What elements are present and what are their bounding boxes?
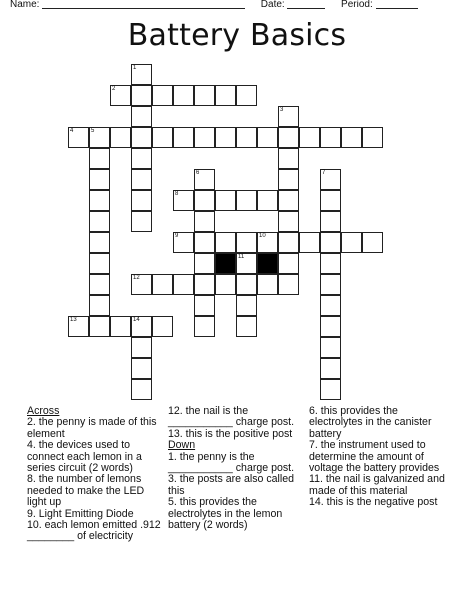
grid-cell[interactable] — [173, 274, 194, 295]
clue-number-9: 9 — [175, 233, 179, 239]
clue-number-11: 11 — [238, 254, 245, 260]
clue-across-12: 12. the nail is the ___________ charge post. — [168, 405, 295, 429]
grid-cell[interactable] — [89, 169, 110, 190]
grid-cell[interactable] — [89, 316, 110, 337]
clues-column-1 — [27, 406, 161, 543]
grid-cell[interactable] — [320, 316, 341, 337]
grid-cell[interactable] — [320, 190, 341, 211]
grid-cell[interactable] — [257, 274, 278, 295]
black-square — [215, 253, 236, 274]
grid-cell[interactable] — [257, 190, 278, 211]
grid-cell[interactable] — [320, 379, 341, 400]
grid-cell[interactable] — [131, 127, 152, 148]
date-line — [287, 0, 325, 9]
grid-cell[interactable] — [257, 127, 278, 148]
grid-cell[interactable] — [194, 253, 215, 274]
grid-cell[interactable] — [152, 274, 173, 295]
grid-cell[interactable] — [320, 127, 341, 148]
grid-cell[interactable] — [89, 274, 110, 295]
date-label: Date: — [260, 0, 285, 10]
grid-cell[interactable] — [194, 127, 215, 148]
clue-number-10: 10 — [259, 233, 266, 239]
grid-cell[interactable] — [89, 190, 110, 211]
grid-cell[interactable] — [152, 85, 173, 106]
grid-cell[interactable] — [194, 211, 215, 232]
down-heading: Down — [168, 439, 196, 452]
black-square — [257, 253, 278, 274]
grid-cell[interactable] — [110, 127, 131, 148]
grid-cell[interactable] — [194, 295, 215, 316]
clues-column-3 — [309, 406, 449, 509]
grid-cell[interactable] — [236, 85, 257, 106]
grid-cell[interactable] — [215, 232, 236, 253]
clue-number-1: 1 — [133, 65, 137, 71]
clue-across-2: 2. the penny is made of this element — [27, 416, 157, 440]
worksheet-header — [10, 0, 418, 10]
name-label: Name: — [10, 0, 40, 10]
period-line — [376, 0, 418, 9]
grid-cell[interactable] — [278, 148, 299, 169]
grid-cell[interactable] — [278, 127, 299, 148]
grid-cell[interactable] — [89, 232, 110, 253]
grid-cell[interactable] — [362, 232, 383, 253]
grid-cell[interactable] — [194, 274, 215, 295]
grid-cell[interactable] — [131, 337, 152, 358]
grid-cell[interactable] — [278, 190, 299, 211]
grid-cell[interactable] — [320, 253, 341, 274]
grid-cell[interactable] — [278, 232, 299, 253]
grid-cell[interactable] — [194, 85, 215, 106]
grid-cell[interactable] — [215, 85, 236, 106]
clue-across-9: 9. Light Emitting Diode — [27, 507, 134, 520]
grid-cell[interactable] — [110, 316, 131, 337]
clue-down-7: 7. the instrument used to determine the amount of voltage the battery provides — [309, 439, 440, 475]
grid-cell[interactable] — [194, 232, 215, 253]
grid-cell[interactable] — [341, 127, 362, 148]
clue-across-4: 4. the devices used to connect each lemon in a series circuit (2 words) — [27, 439, 142, 475]
clue-down-11: 11. the nail is galvanized and made of this material — [309, 473, 445, 497]
clue-down-14: 14. this is the negative post — [309, 496, 438, 509]
grid-cell[interactable] — [236, 274, 257, 295]
grid-cell[interactable] — [320, 274, 341, 295]
clue-number-12: 12 — [133, 275, 140, 281]
grid-cell[interactable] — [278, 274, 299, 295]
grid-cell[interactable] — [131, 85, 152, 106]
grid-cell[interactable] — [152, 316, 173, 337]
grid-cell[interactable] — [320, 337, 341, 358]
grid-cell[interactable] — [215, 190, 236, 211]
grid-cell[interactable] — [236, 190, 257, 211]
grid-cell[interactable] — [341, 232, 362, 253]
grid-cell[interactable] — [320, 232, 341, 253]
grid-cell[interactable] — [215, 127, 236, 148]
clue-number-4: 4 — [70, 128, 74, 134]
clue-number-6: 6 — [196, 170, 200, 176]
grid-cell[interactable] — [131, 148, 152, 169]
grid-cell[interactable] — [236, 232, 257, 253]
grid-cell[interactable] — [320, 211, 341, 232]
grid-cell[interactable] — [89, 253, 110, 274]
grid-cell[interactable] — [131, 358, 152, 379]
grid-cell[interactable] — [236, 295, 257, 316]
grid-cell[interactable] — [194, 190, 215, 211]
period-label: Period: — [341, 0, 373, 10]
clue-number-3: 3 — [280, 107, 284, 113]
clue-down-6: 6. this provides the electrolytes in the canister battery — [309, 405, 432, 440]
grid-cell[interactable] — [152, 127, 173, 148]
grid-cell[interactable] — [215, 274, 236, 295]
grid-cell[interactable] — [236, 316, 257, 337]
grid-cell[interactable] — [173, 85, 194, 106]
grid-cell[interactable] — [278, 211, 299, 232]
grid-cell[interactable] — [278, 169, 299, 190]
grid-cell[interactable] — [89, 211, 110, 232]
grid-cell[interactable] — [89, 148, 110, 169]
grid-cell[interactable] — [320, 295, 341, 316]
grid-cell[interactable] — [299, 127, 320, 148]
clue-number-8: 8 — [175, 191, 179, 197]
page-title: Battery Basics — [127, 18, 347, 53]
grid-cell[interactable] — [320, 358, 341, 379]
name-line — [42, 0, 245, 9]
grid-cell[interactable] — [131, 379, 152, 400]
grid-cell[interactable] — [131, 211, 152, 232]
clue-down-1: 1. the penny is the ___________ charge post. — [168, 450, 295, 475]
grid-cell[interactable] — [89, 295, 110, 316]
grid-cell[interactable] — [299, 232, 320, 253]
clue-number-14: 14 — [133, 317, 140, 323]
grid-cell[interactable] — [131, 169, 152, 190]
grid-cell[interactable] — [131, 106, 152, 127]
clue-number-13: 13 — [70, 317, 77, 323]
clue-number-5: 5 — [91, 128, 95, 134]
across-heading: Across — [27, 405, 60, 417]
clue-number-7: 7 — [322, 170, 326, 176]
grid-cell[interactable] — [194, 316, 215, 337]
grid-cell[interactable] — [362, 127, 383, 148]
clue-down-5: 5. this provides the electrolytes in the lemon battery (2 words) — [168, 496, 283, 532]
clue-number-2: 2 — [112, 86, 116, 92]
clue-down-3: 3. the posts are also called this — [168, 473, 295, 497]
clue-across-10: 10. each lemon emitted .912 ________ of electricity — [27, 519, 161, 543]
grid-cell[interactable] — [131, 190, 152, 211]
clue-across-8: 8. the number of lemons needed to make the LED light up — [27, 473, 145, 509]
clues-column-2 — [168, 406, 304, 531]
clue-across-13: 13. this is the positive post — [168, 427, 293, 440]
grid-cell[interactable] — [278, 253, 299, 274]
grid-cell[interactable] — [173, 127, 194, 148]
grid-cell[interactable] — [236, 127, 257, 148]
